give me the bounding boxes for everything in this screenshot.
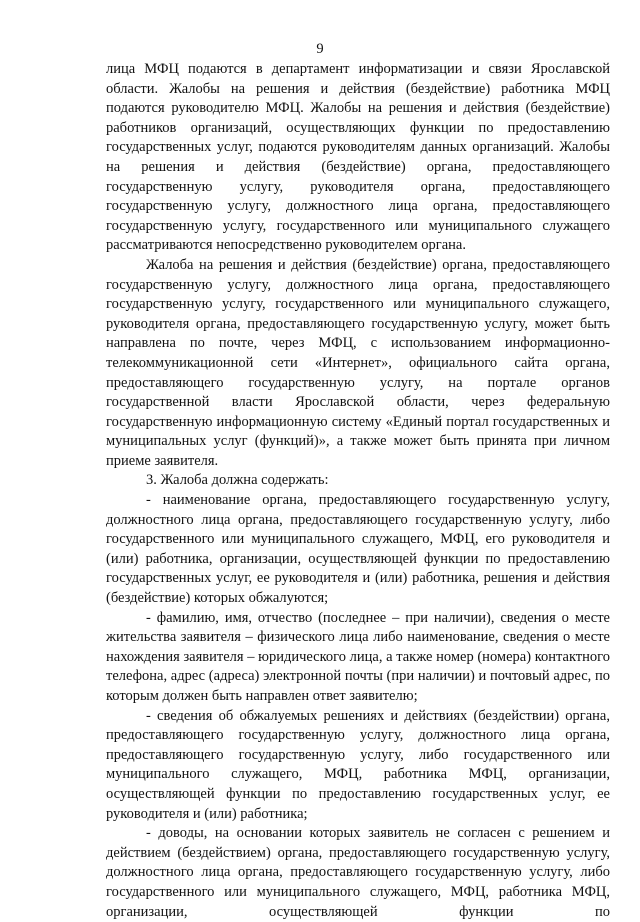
- document-body: [106, 60, 610, 922]
- page-number: 9: [316, 41, 324, 57]
- paragraph-complaint-submission: Жалоба на решения и действия (бездействие) органа, предоставляющего государственную услугу, должностного лица органа, предоставляющего государственную услугу, государственного или муниципального служащего, руководителя органа, предоставляющего государственную услугу, может быть направлена по почте, через МФЦ, с использованием информационно-телекоммуникационной сети «Интернет», официального сайта органа, предоставляющего государственную услугу, на портале органов государственной власти Ярославской области, через федеральную государственную информационную систему «Единый портал государственных и муниципальных услуг (функций)», а также может быть принята при личном приеме заявителя.: [106, 256, 610, 469]
- list-item-arguments: - доводы, на основании которых заявитель не согласен с решением и действием (бездействием) органа, предоставляющего государственную услугу, должностного лица органа, предоставляющего государственную услугу, либо государственного или муниципального служащего, МФЦ, работника МФЦ, организации, осуществляющей функции по: [106, 825, 610, 920]
- list-item-applicant-details: - фамилию, имя, отчество (последнее – при наличии), сведения о месте жительства заявителя – физического лица либо наименование, сведения о месте нахождения заявителя – юридического лица, а также номер (номера) контактного телефона, адрес (адреса) электронной почты (при наличии) и почтовый адрес, по которым должен быть направлен ответ заявителю;: [106, 609, 610, 704]
- paragraph-complaint-contents-heading: 3. Жалоба должна содержать:: [146, 472, 329, 489]
- paragraph-complaint-routing: лица МФЦ подаются в департамент информатизации и связи Ярославской области. Жалобы на решения и действия (бездействие) работника МФЦ подаются руководителю МФЦ. Жалобы на решения и действия (бездействие) работников организаций, осуществляющих функции по предоставлению государственных услуг, подаются руководителям данных организаций. Жалобы на решения и действия (бездействие) органа, предоставляющего государственную услугу, руководителя органа, предоставляющего государственную услугу, должностного лица органа, предоставляющего государственную услугу, государственного или муниципального служащего рассматриваются непосредственно руководителем органа.: [106, 61, 610, 254]
- list-item-appealed-decisions: - сведения об обжалуемых решениях и действиях (бездействии) органа, предоставляющего государственную услугу, должностного лица органа, предоставляющего государственную услугу, либо государственного или муниципального служащего, МФЦ, работника МФЦ, организации, осуществляющей функции по предоставлению государственных услуг, ее руководителя и (или) работника;: [106, 707, 610, 822]
- list-item-authority-name: - наименование органа, предоставляющего государственную услугу, должностного лица органа, предоставляющего государственную услугу, либо государственного или муниципального служащего, МФЦ, его руководителя и (или) работника, организации, осуществляющей функции по предоставлению государственных услуг, ее руководителя и (или) работника, решения и действия (бездействие) которых обжалуются;: [106, 492, 610, 607]
